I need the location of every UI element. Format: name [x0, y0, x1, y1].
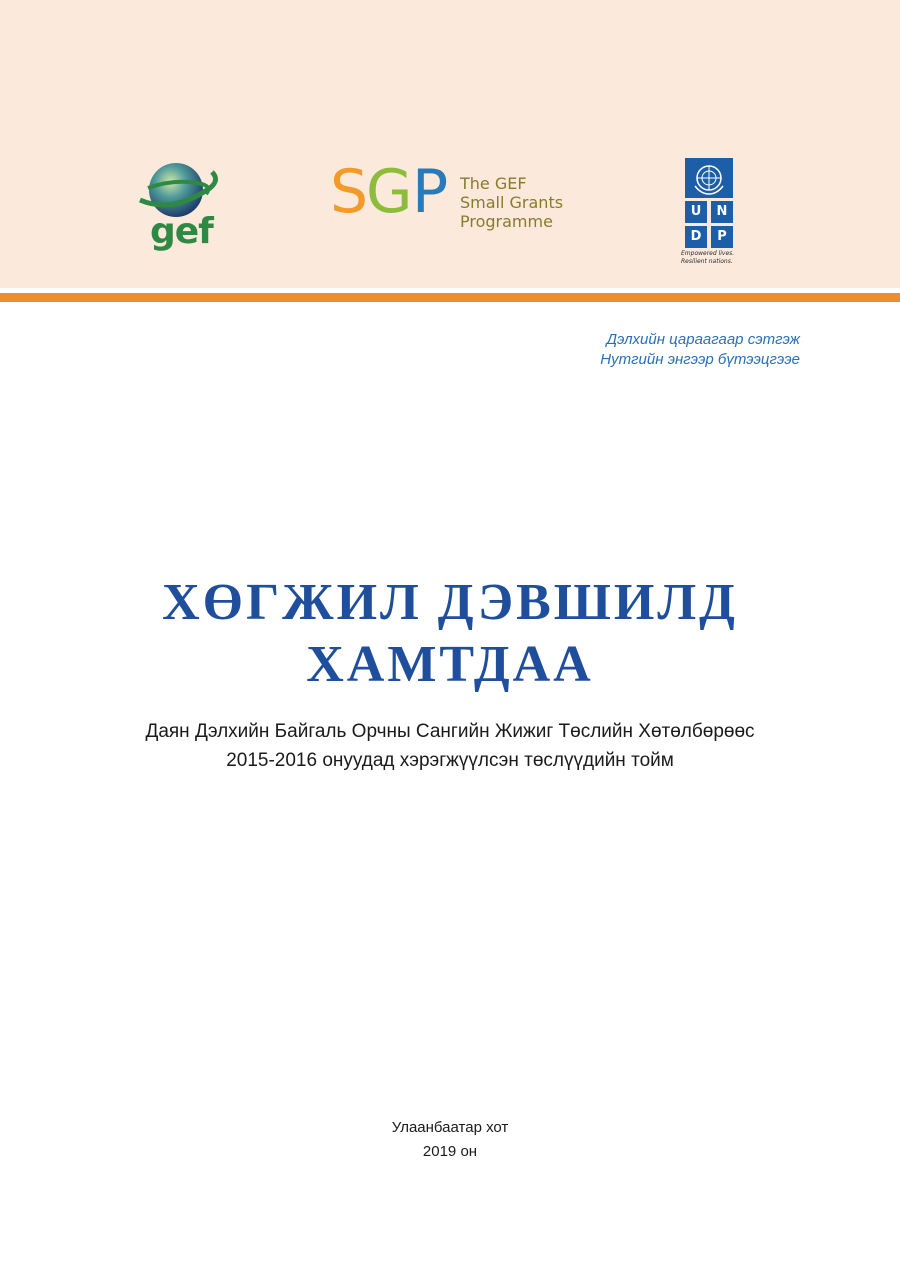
undp-tagline-line: Resilient nations. [681, 258, 733, 265]
subtitle-line: 2015-2016 онуудад хэрэгжүүлсэн төслүүдийн тойм [226, 750, 674, 771]
orange-divider [0, 293, 900, 302]
sgp-tagline-line: Small Grants [460, 193, 564, 212]
title-line: ХАМТДАА [306, 636, 594, 693]
undp-letter-u: U [685, 201, 707, 223]
sgp-logo [330, 157, 580, 240]
undp-tagline-line: Empowered lives. [681, 250, 735, 257]
undp-letter-d: D [685, 226, 707, 248]
sgp-tagline [460, 174, 590, 231]
gef-wordmark: gef [150, 211, 213, 252]
undp-logo [681, 158, 751, 270]
sgp-tagline-line: Programme [460, 212, 553, 231]
gef-logo [132, 158, 226, 260]
motto-line: Дэлхийн цараагаар сэтгэж [606, 331, 800, 348]
sgp-letter-g: G [366, 157, 410, 227]
undp-letter-n: N [711, 201, 733, 223]
motto [600, 330, 800, 370]
undp-tagline [681, 250, 761, 266]
subtitle-line: Даян Дэлхийн Байгаль Орчны Сангийн Жижиг Төслийн Хөтөлбөрөөс [145, 721, 755, 742]
sgp-letter-p: P [412, 157, 446, 227]
undp-letter-p: P [711, 226, 733, 248]
document-title [0, 572, 900, 696]
title-line: ХӨГЖИЛ ДЭВШИЛД [162, 574, 738, 631]
motto-line: Нутгийн энгээр бүтээцгээе [600, 351, 800, 368]
sgp-letter-s: S [330, 157, 366, 227]
publication-year: 2019 он [422, 1143, 478, 1160]
un-emblem-icon [685, 158, 733, 198]
sgp-tagline-line: The GEF [460, 174, 527, 193]
publication-city: Улаанбаатар хот [391, 1119, 509, 1136]
document-subtitle [0, 717, 900, 775]
undp-emblem-cell [685, 158, 733, 198]
publication-place [0, 1116, 900, 1164]
